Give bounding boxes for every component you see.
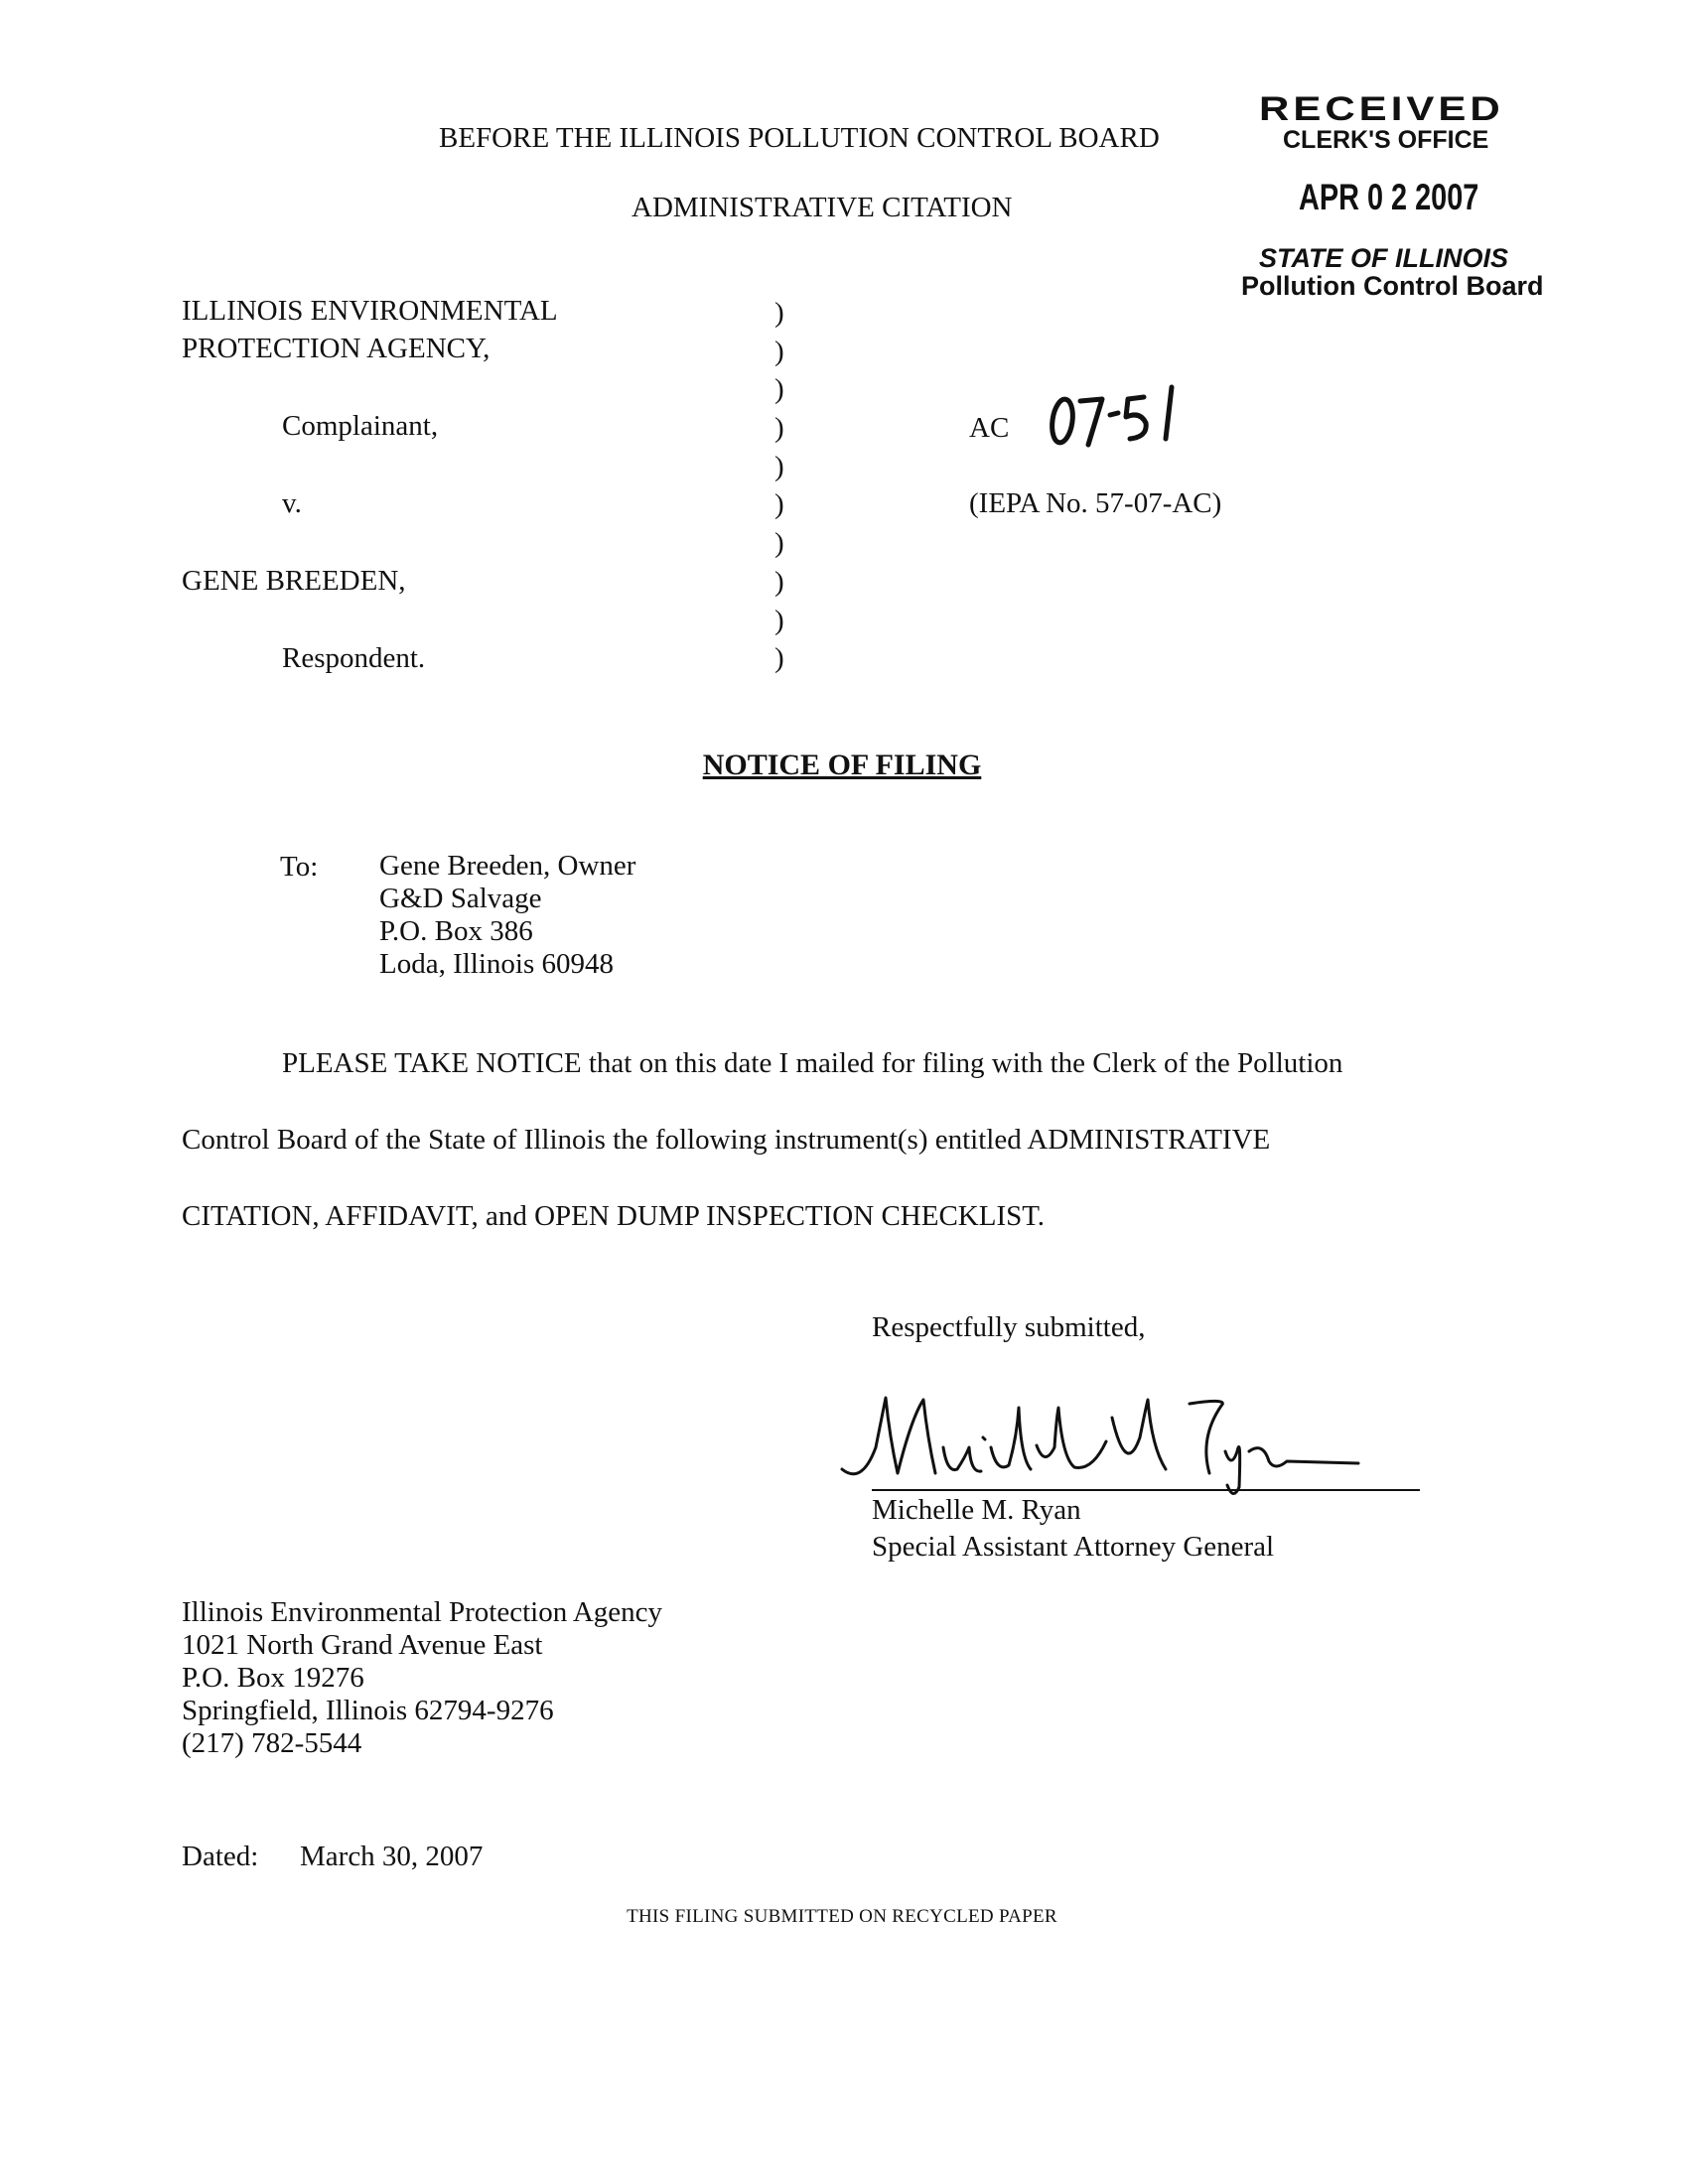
case-prefix: AC <box>969 412 1010 444</box>
stamp-clerks-office: CLERK'S OFFICE <box>1283 126 1489 154</box>
signer-name: Michelle M. Ryan <box>872 1494 1081 1526</box>
stamp-date: APR 0 2 2007 <box>1299 177 1479 217</box>
addressee-line: P.O. Box 386 <box>379 915 533 947</box>
stamp-board: Pollution Control Board <box>1241 271 1544 301</box>
signer-block <box>872 1492 1274 1566</box>
recycled-paper-footer: THIS FILING SUBMITTED ON RECYCLED PAPER <box>627 1906 1057 1927</box>
versus: v. <box>282 487 302 519</box>
iepa-number: (IEPA No. 57-07-AC) <box>969 487 1222 519</box>
case-number-handwritten <box>1045 375 1243 455</box>
notice-body-line-1: PLEASE TAKE NOTICE that on this date I mailed for filing with the Clerk of the Pollution <box>282 1047 1343 1079</box>
board-heading: BEFORE THE ILLINOIS POLLUTION CONTROL BOARD <box>439 122 1160 154</box>
addressee-line: Gene Breeden, Owner <box>379 850 636 882</box>
closing: Respectfully submitted, <box>872 1311 1146 1343</box>
signer-title: Special Assistant Attorney General <box>872 1531 1275 1563</box>
notice-body-line-2: Control Board of the State of Illinois the following instrument(s) entitled ADMINISTRATIVE <box>182 1124 1271 1156</box>
addressee-line: G&D Salvage <box>379 883 542 914</box>
signature-line <box>872 1489 1420 1491</box>
complainant-role: Complainant, <box>282 410 439 442</box>
agency-line: Illinois Environmental Protection Agency <box>182 1596 663 1628</box>
notice-body-line-3: CITATION, AFFIDAVIT, and OPEN DUMP INSPECTION CHECKLIST. <box>182 1200 1046 1232</box>
handwritten-signature <box>832 1378 1428 1497</box>
dated-value: March 30, 2007 <box>300 1841 484 1872</box>
notice-title: NOTICE OF FILING <box>702 749 982 781</box>
respondent-role: Respondent. <box>282 642 426 674</box>
dated-label: Dated: <box>182 1841 259 1872</box>
stamp-state: STATE OF ILLINOIS <box>1259 243 1508 273</box>
stamp-received: RECEIVED <box>1259 89 1504 128</box>
addressee-block <box>379 850 635 981</box>
respondent-name: GENE BREEDEN, <box>182 565 406 597</box>
agency-line: P.O. Box 19276 <box>182 1662 364 1694</box>
complainant-name-line-1: ILLINOIS ENVIRONMENTAL <box>182 295 558 327</box>
addressee-line: Loda, Illinois 60948 <box>379 948 615 980</box>
agency-line: 1021 North Grand Avenue East <box>182 1629 543 1661</box>
to-label: To: <box>280 851 319 883</box>
complainant-name-line-2: PROTECTION AGENCY, <box>182 333 491 364</box>
citation-heading: ADMINISTRATIVE CITATION <box>632 192 1013 223</box>
agency-line: (217) 782-5544 <box>182 1727 362 1759</box>
agency-address-block <box>182 1596 662 1760</box>
caption-parens: ) ) ) ) ) ) ) ) ) ) <box>774 297 784 675</box>
agency-line: Springfield, Illinois 62794-9276 <box>182 1695 554 1726</box>
